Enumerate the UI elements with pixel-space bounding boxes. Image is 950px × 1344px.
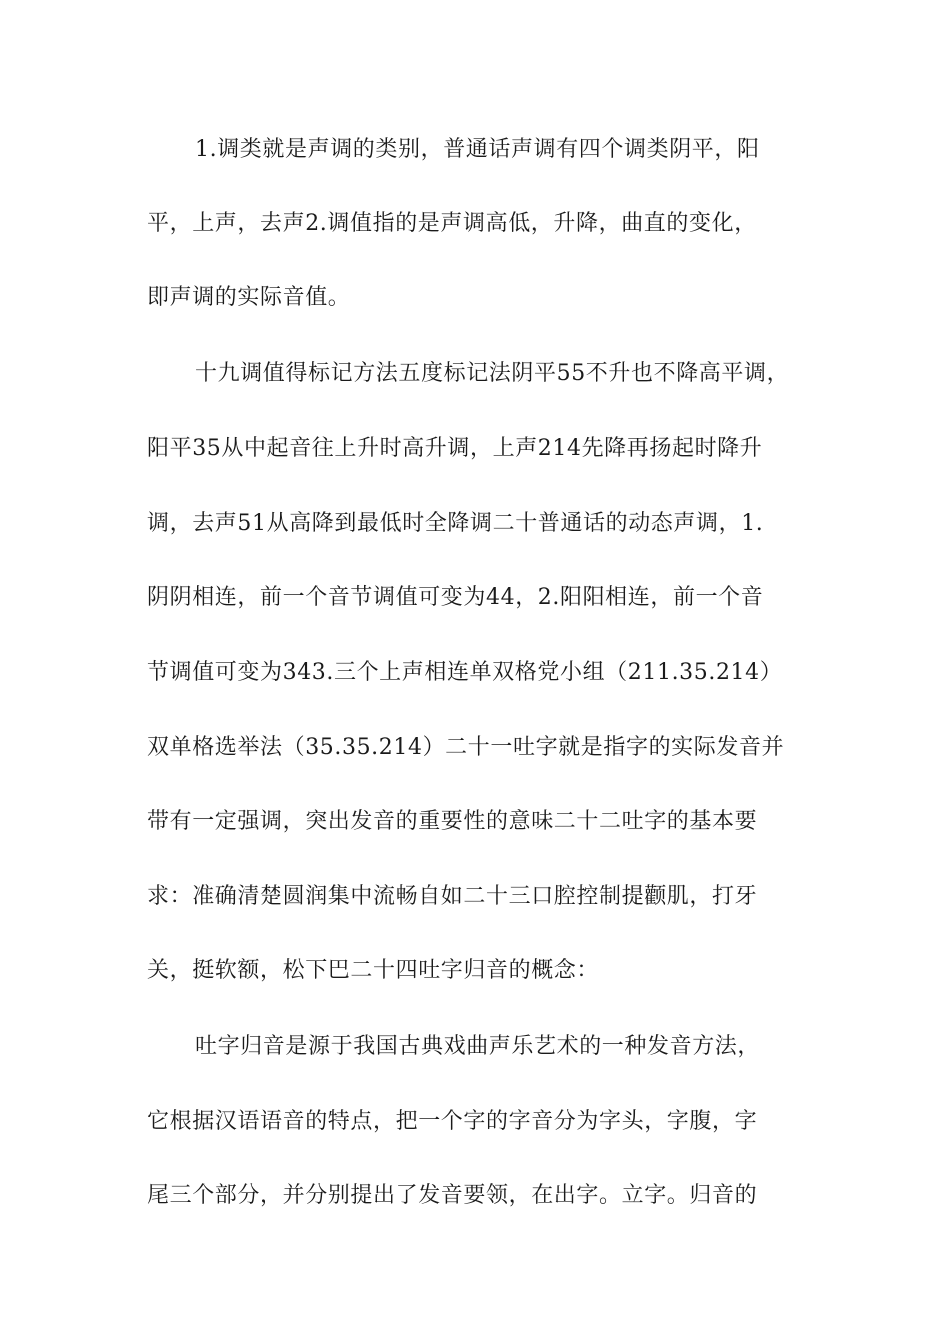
paragraph-2-line-2: 阳平35从中起音往上升时高升调，上声214先降再扬起时降升 bbox=[147, 436, 763, 461]
paragraph-3-line-1: 吐字归音是源于我国古典戏曲声乐艺术的一种发音方法， bbox=[195, 1034, 761, 1059]
paragraph-3-line-2: 它根据汉语语音的特点，把一个字的字音分为字头，字腹，字 bbox=[147, 1109, 758, 1134]
paragraph-2-line-8: 求：准确清楚圆润集中流畅自如二十三口腔控制提颧肌，打牙 bbox=[147, 884, 758, 909]
paragraph-2-line-4: 阴阴相连，前一个音节调值可变为44，2.阳阳相连，前一个音 bbox=[147, 585, 764, 610]
paragraph-2-line-3: 调，去声51从高降到最低时全降调二十普通话的动态声调，1. bbox=[147, 511, 764, 536]
paragraph-2-line-1: 十九调值得标记方法五度标记法阴平55不升也不降高平调， bbox=[195, 361, 790, 386]
paragraph-2-line-5: 节调值可变为343.三个上声相连单双格党小组（211.35.214） bbox=[147, 660, 783, 685]
paragraph-1-line-3: 即声调的实际音值。 bbox=[147, 285, 351, 310]
paragraph-1-line-1: 1.调类就是声调的类别，普通话声调有四个调类阴平，阳 bbox=[195, 137, 760, 162]
paragraph-1-line-2: 平，上声，去声2.调值指的是声调高低，升降，曲直的变化， bbox=[147, 211, 757, 236]
paragraph-2-line-6: 双单格选举法（35.35.214）二十一吐字就是指字的实际发音并 bbox=[147, 735, 785, 760]
paragraph-2-line-7: 带有一定强调，突出发音的重要性的意味二十二吐字的基本要 bbox=[147, 809, 758, 834]
paragraph-3-line-3: 尾三个部分，并分别提出了发音要领，在出字。立字。归音的 bbox=[147, 1183, 758, 1208]
paragraph-2-line-9: 关，挺软额，松下巴二十四吐字归音的概念： bbox=[147, 958, 600, 983]
